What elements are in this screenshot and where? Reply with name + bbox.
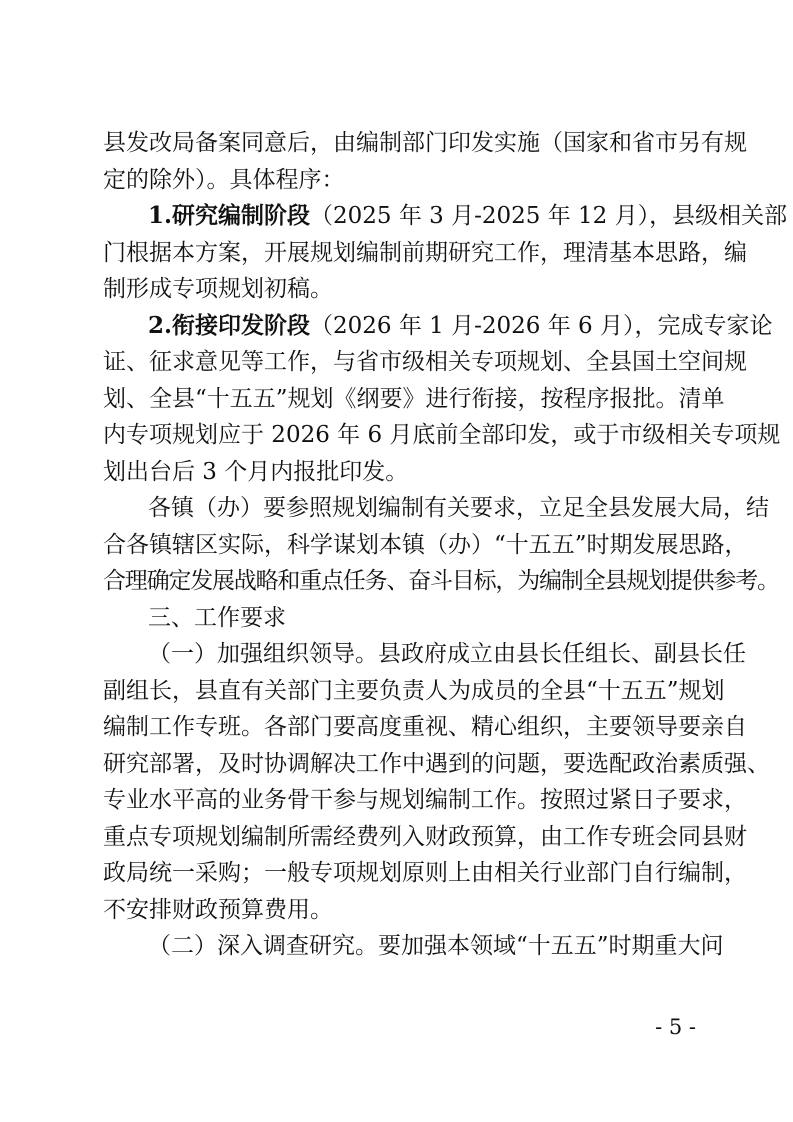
body-line [0,598,793,638]
body-line [0,233,793,273]
line-text: 政局统一采购；一般专项规划原则上由相关行业部门自行编制， [103,860,747,886]
line-text: （2025 年 3 月-2025 年 12 月），县级相关部 [310,203,788,229]
body-line [0,123,793,163]
body-line [0,415,793,455]
body-line [0,561,793,601]
line-text: 合各镇辖区实际，科学谋划本镇（办）“十五五”时期发展思路， [103,532,748,558]
page-number: - 5 - [655,1015,696,1039]
line-text: 门根据本方案，开展规划编制前期研究工作，理清基本思路，编 [103,240,747,266]
line-text: 县发改局备案同意后，由编制部门印发实施（国家和省市另有规 [103,130,747,156]
line-text: 编制工作专班。各部门要高度重视、精心组织，主要领导要亲自 [103,714,747,740]
section-heading: 三、工作要求 [148,605,286,631]
body-line [0,196,793,236]
body-line [0,342,793,382]
body-line [0,744,793,784]
body-line [0,379,793,419]
line-text: 不安排财政预算费用。 [103,897,333,923]
body-line [0,525,793,565]
line-text: 划、全县“十五五”规划《纲要》进行衔接，按程序报批。清单 [103,386,725,412]
line-text: （一）加强组织领导。县政府成立由县长任组长、副县长任 [148,641,746,667]
body-line [0,817,793,857]
line-text: 专业水平高的业务骨干参与规划编制工作。按照过紧日子要求， [103,787,747,813]
body-line [0,488,793,528]
line-text: 重点专项规划编制所需经费列入财政预算，由工作专班会同县财 [103,824,747,850]
body-line [0,452,793,492]
line-text: 制形成专项规划初稿。 [103,276,333,302]
line-text: （二）深入调查研究。要加强本领域“十五五”时期重大问 [148,933,724,959]
section-heading-inline: 2.衔接印发阶段 [148,312,311,339]
body-line [0,926,793,966]
body-line [0,634,793,674]
body-line [0,160,793,200]
body-line [0,853,793,893]
body-line [0,269,793,309]
line-text: 合理确定发展战略和重点任务、奋斗目标，为编制全县规划提供参考。 [103,568,779,594]
line-text: 划出台后 3 个月内报批印发。 [103,459,409,485]
line-text: 副组长，县直有关部门主要负责人为成员的全县“十五五”规划 [103,678,725,704]
line-text: 证、征求意见等工作，与省市级相关专项规划、全县国土空间规 [103,349,747,375]
line-text: （2026 年 1 月-2026 年 6 月），完成专家论 [310,313,773,339]
section-heading-inline: 1.研究编制阶段 [148,202,311,229]
line-text: 内专项规划应于 2026 年 6 月底前全部印发，或于市级相关专项规 [103,422,781,448]
line-content [148,196,788,236]
line-text: 研究部署，及时协调解决工作中遇到的问题，要选配政治素质强、 [103,751,770,777]
line-content [148,306,773,346]
body-line [0,306,793,346]
body-line [0,890,793,930]
body-line [0,780,793,820]
line-text: 定的除外）。具体程序： [103,167,345,193]
line-text: 各镇（办）要参照规划编制有关要求，立足全县发展大局，结 [148,495,769,521]
body-line [0,707,793,747]
body-line [0,671,793,711]
